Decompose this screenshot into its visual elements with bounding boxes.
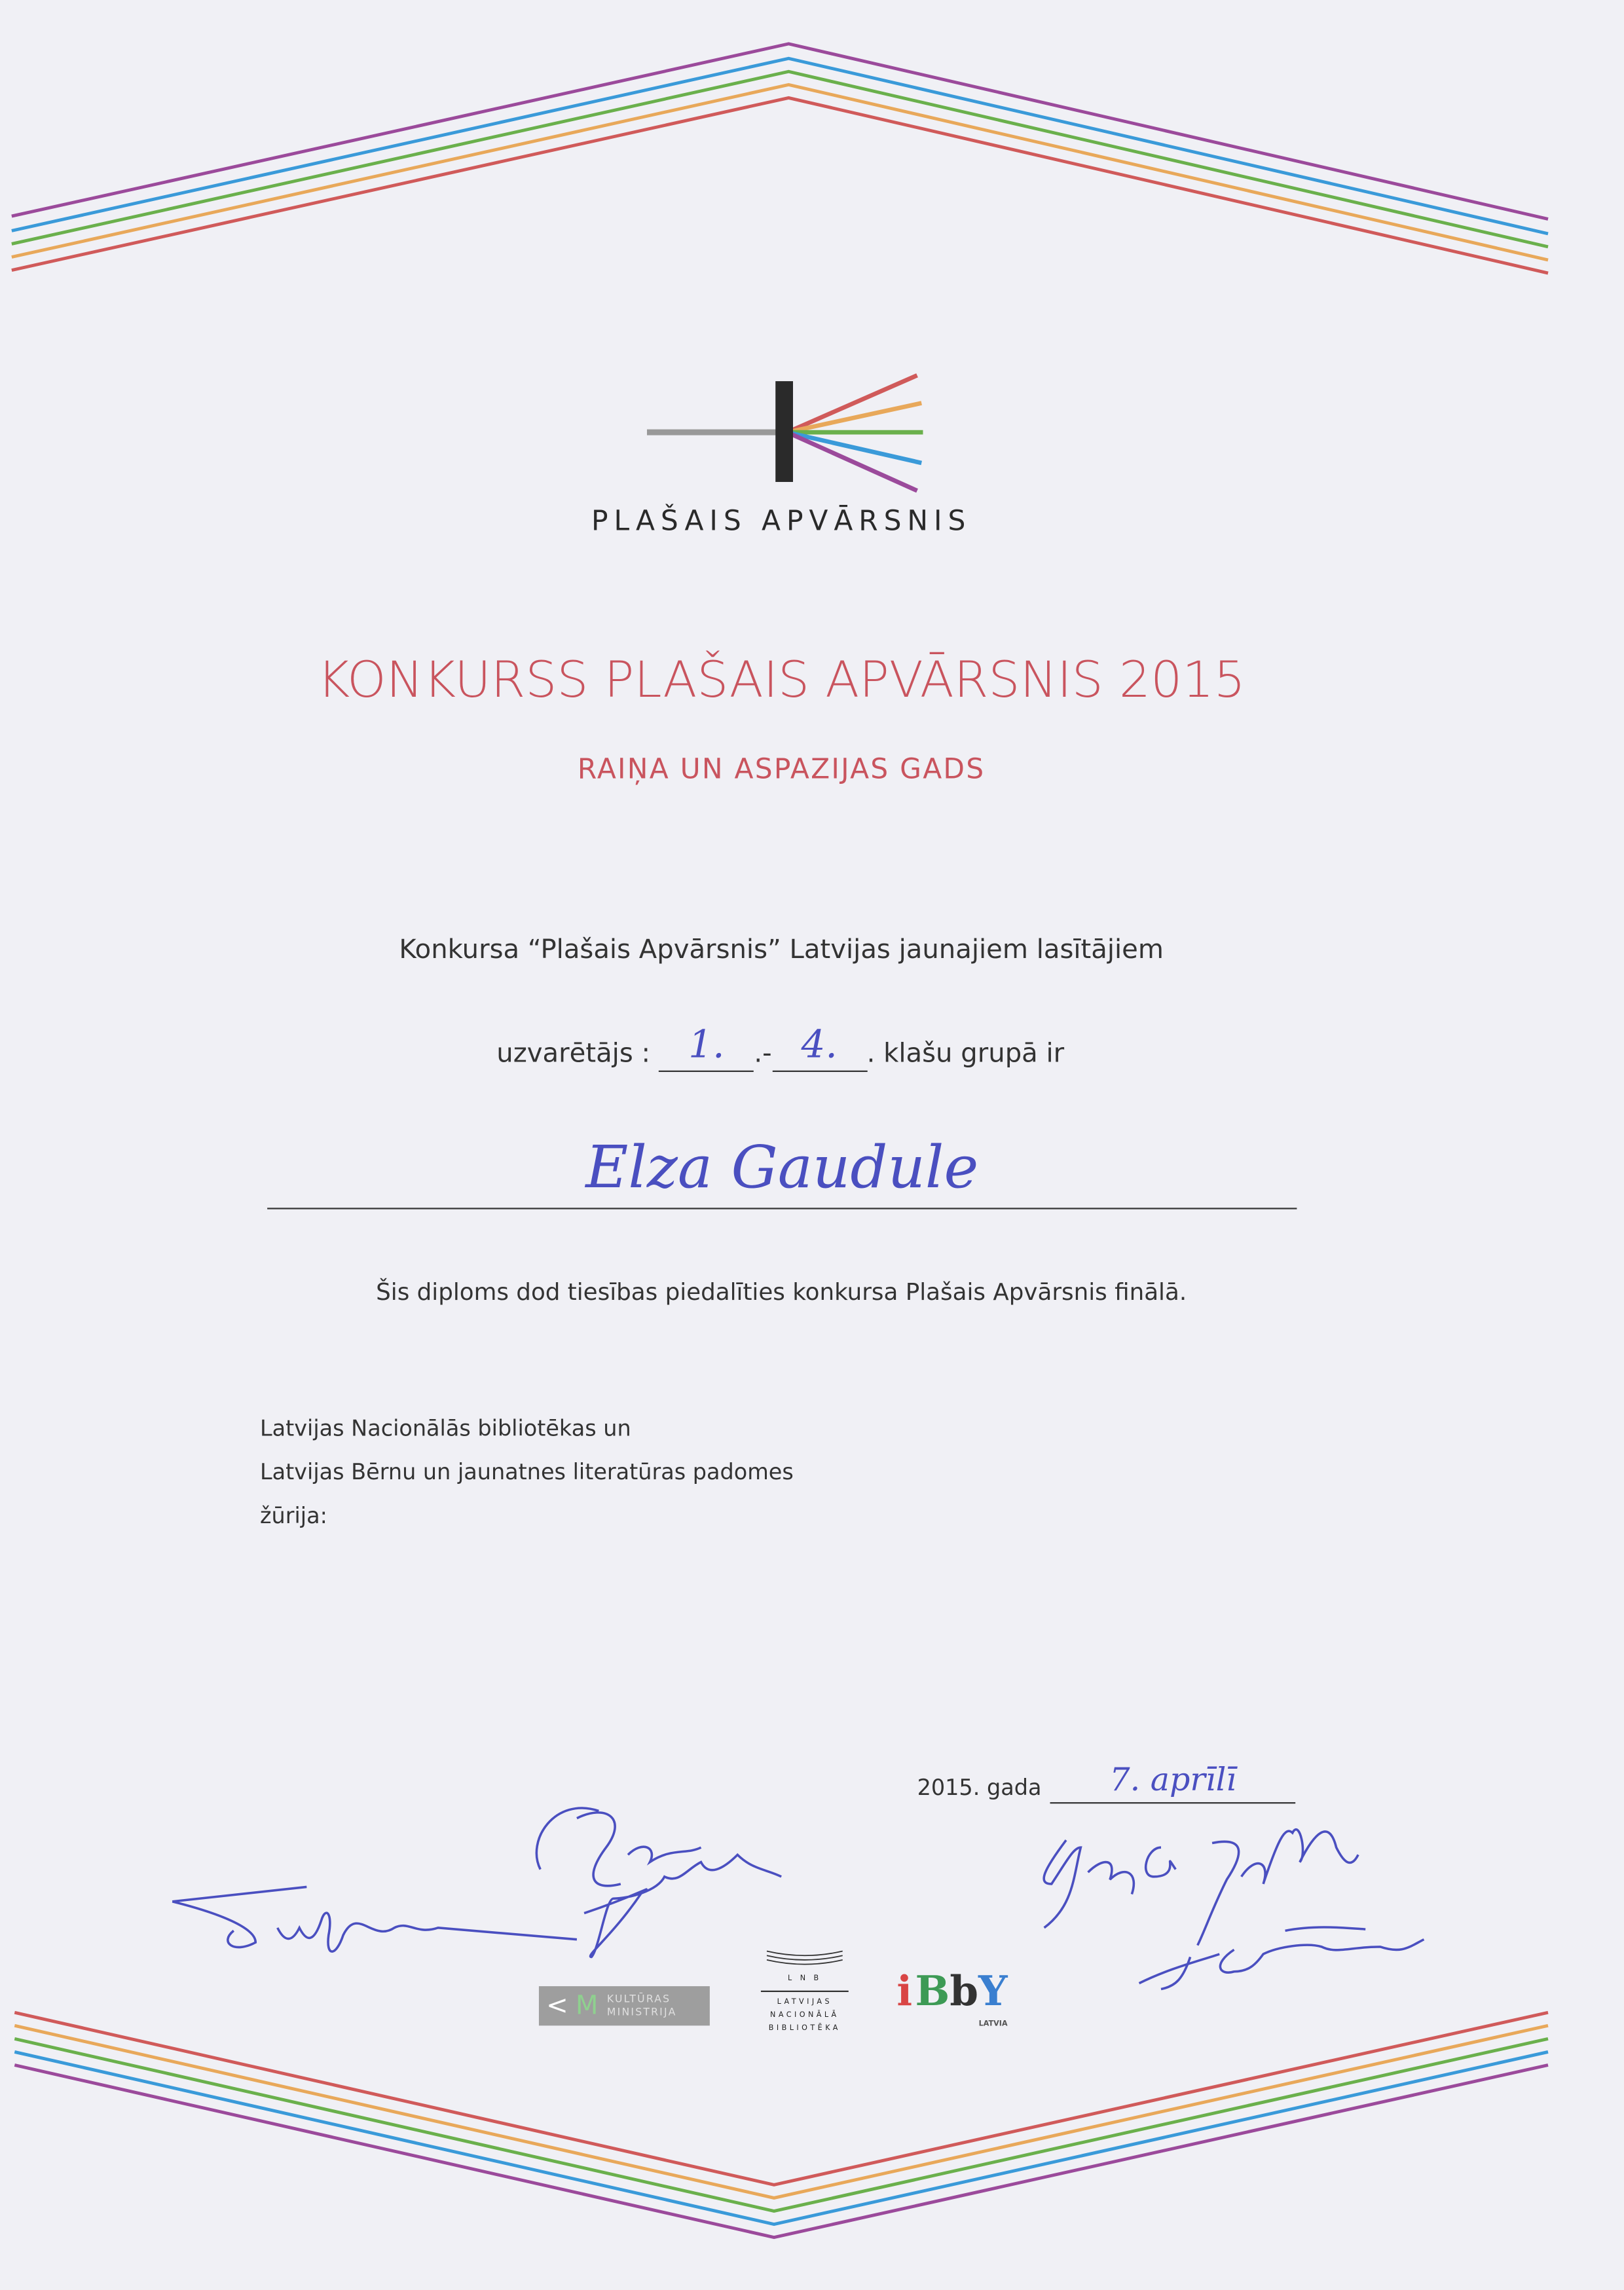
date-line (917, 1762, 1296, 1803)
winner-prefix: uzvarētājs : (496, 1038, 651, 1069)
lnb-text: NACIONĀLĀ (770, 2010, 840, 2020)
jury-line: žūrija: (259, 1502, 327, 1530)
logo-letter: i (896, 1967, 913, 2016)
winner-line (496, 1022, 1064, 1071)
signature-1 (172, 1887, 577, 1951)
signature-4 (1139, 1927, 1424, 1989)
signature-2 (536, 1808, 781, 1957)
m-mark-icon: M (575, 1989, 600, 2021)
diploma-title: KONKURSS PLAŠAIS APVĀRSNIS 2015 (317, 651, 1246, 710)
logo-text: KULTŪRAS (606, 1993, 671, 2004)
lnb-abbr: L N B (761, 1973, 849, 1992)
ibby-latvia-logo (896, 1966, 1007, 2031)
winner-suffix: . klašu grupā ir (866, 1038, 1065, 1069)
logo-text: MINISTRIJA (606, 2006, 677, 2018)
jury-line: Latvijas Nacionālās bibliotēkas un (259, 1415, 631, 1442)
winner-name-field: Elza Gaudule (267, 1124, 1297, 1209)
intro-text: Konkursa “Plašais Apvārsnis” Latvijas jaunajiem lasītājiem (399, 934, 1164, 966)
lnb-logo (761, 1947, 849, 2036)
kulturas-ministrija-logo (539, 1986, 710, 2025)
ibby-sub: LATVIA (978, 2020, 1008, 2029)
logo-wordmark: PLAŠAIS APVĀRSNIS (591, 505, 972, 538)
chevron-left-icon: < (546, 1989, 570, 2021)
logo-letter: B (915, 1967, 950, 2016)
logo-letter: b (950, 1967, 978, 2016)
jury-block (260, 1407, 794, 1538)
waves-icon (767, 1947, 843, 1967)
logo-letter: Y (978, 1967, 1008, 2016)
ibby-letters (896, 1966, 1007, 2019)
jury-line: Latvijas Bērnu un jaunatnes literatūras padomes (259, 1458, 794, 1486)
grade-from-field: 1. (659, 1022, 754, 1071)
grade-separator: .- (754, 1038, 772, 1069)
plasais-apvarsnis-logo-icon (647, 375, 923, 490)
lnb-text: LATVIJAS (777, 1997, 833, 2007)
rights-text: Šis diploms dod tiesības piedalīties konkursa Plašais Apvārsnis finālā. (376, 1278, 1187, 1306)
date-field: 7. aprīlī (1050, 1762, 1296, 1803)
bottom-chevron (14, 2012, 1548, 2237)
diploma-subtitle: RAIŅA UN ASPAZIJAS GADS (577, 753, 986, 786)
grade-to-field: 4. (772, 1022, 867, 1071)
top-chevron (12, 44, 1548, 273)
date-prefix: 2015. gada (917, 1774, 1042, 1801)
lnb-text: BIBLIOTĒKA (768, 2024, 841, 2033)
